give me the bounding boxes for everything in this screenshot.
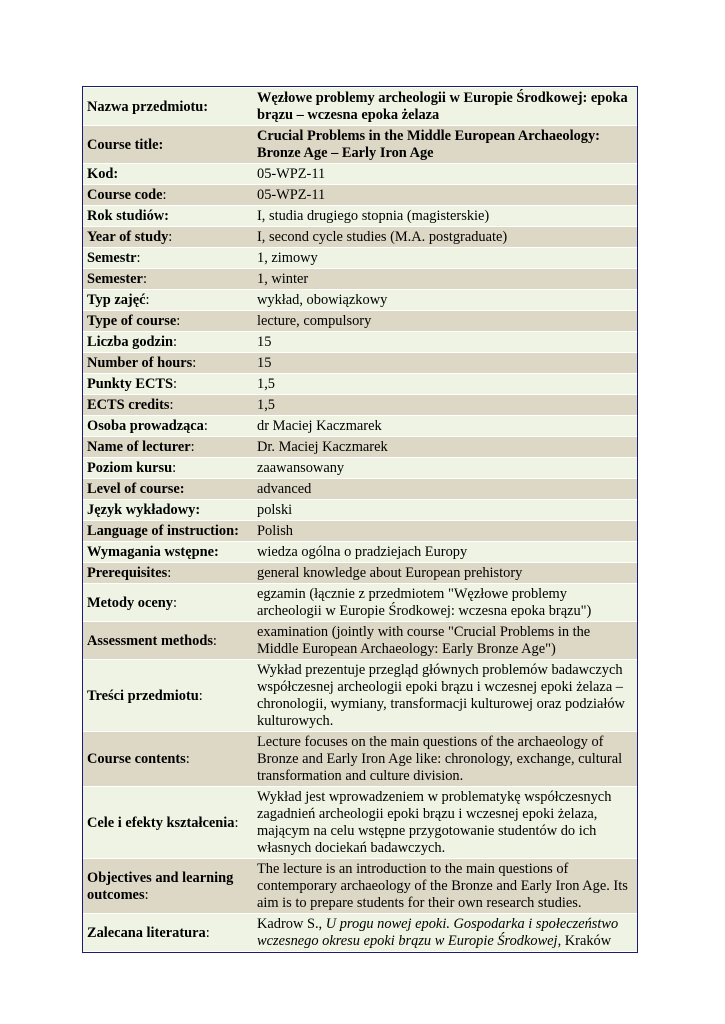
row-label: [83, 521, 254, 541]
row-value: Dr. Maciej Kaczmarek: [254, 437, 637, 457]
row-label-text: Name of lecturer: [87, 439, 191, 455]
table-row: [83, 542, 637, 562]
row-value: dr Maciej Kaczmarek: [254, 416, 637, 436]
row-label-text: Poziom kursu: [87, 460, 173, 476]
literature-author: Kadrow S.,: [257, 916, 326, 932]
row-value: Wykład jest wprowadzeniem w problematykę współczesnych zagadnień archeologii epoki brązu i wczesnej epoki żelaza, mającym na celu wstępne przygotowanie studentów do ich własnych dociekań badawczych.: [254, 787, 637, 858]
row-label-text: Typ zajęć: [87, 292, 146, 308]
row-label-text: ECTS credits: [87, 397, 170, 413]
table-row: [83, 859, 637, 913]
row-value: Polish: [254, 521, 637, 541]
row-value: general knowledge about European prehistory: [254, 563, 637, 583]
table-row: [83, 227, 637, 247]
row-label-text: Semester: [87, 271, 143, 287]
row-label-colon: :: [144, 886, 149, 903]
row-value: 05-WPZ-11: [254, 164, 637, 184]
row-label-colon: :: [172, 460, 177, 476]
table-row: [83, 353, 637, 373]
row-label: [83, 248, 254, 268]
row-value: 1,5: [254, 395, 637, 415]
row-label: [83, 622, 254, 659]
row-label-colon: :: [176, 313, 181, 329]
row-label-text: Kod:: [87, 166, 119, 182]
row-value: egzamin (łącznie z przedmiotem "Węzłowe problemy archeologii w Europie Środkowej: wczesna epoka brązu"): [254, 584, 637, 621]
row-label: [83, 732, 254, 786]
label-bold: Zalecana literatura: [87, 924, 206, 941]
row-label: [83, 311, 254, 331]
row-label-colon: :: [142, 271, 147, 287]
row-label-colon: :: [172, 376, 177, 392]
row-label-text: Semestr: [87, 250, 137, 266]
row-label-colon: :: [212, 632, 217, 649]
row-value: 1,5: [254, 374, 637, 394]
row-label: [83, 353, 254, 373]
value-literature: [254, 914, 637, 951]
row-label-colon: :: [172, 334, 177, 350]
row-value: wykład, obowiązkowy: [254, 290, 637, 310]
row-value: 05-WPZ-11: [254, 185, 637, 205]
row-label-colon: :: [162, 187, 167, 203]
row-label-colon: :: [185, 751, 190, 767]
row-label-text: Metody oceny: [87, 594, 173, 611]
table-row: [83, 206, 637, 226]
row-label-text: Year of study: [87, 229, 169, 245]
row-value: wiedza ogólna o pradziejach Europy: [254, 542, 637, 562]
row-label: [83, 126, 254, 163]
row-label-text: Course contents: [87, 751, 186, 767]
row-value: Wykład prezentuje przegląd głównych problemów badawczych współczesnej archeologii epoki brązu i wczesnej epoki żelaza – chronologii, wymiany, transformacji kulturowej oraz podziałów kulturowych.: [254, 660, 637, 731]
row-label: [83, 374, 254, 394]
table-row: [83, 458, 637, 478]
table-row: [83, 622, 637, 659]
row-value: 1, zimowy: [254, 248, 637, 268]
course-description-table: [82, 86, 638, 953]
row-label-text: Objectives and learning outcomes: [87, 869, 234, 903]
row-label-text: Cele i efekty kształcenia: [87, 814, 235, 831]
row-label: [83, 542, 254, 562]
label-literature: [83, 914, 254, 951]
row-label: [83, 787, 254, 858]
table-row: [83, 290, 637, 310]
row-label-colon: :: [145, 292, 150, 308]
row-label-text: Język wykładowy:: [87, 502, 201, 518]
table-row: [83, 732, 637, 786]
row-label-colon: :: [203, 418, 208, 434]
table-row: [83, 479, 637, 499]
table-row: [83, 185, 637, 205]
row-label-colon: :: [167, 565, 172, 581]
row-value: Crucial Problems in the Middle European Archaeology: Bronze Age – Early Iron Age: [254, 126, 637, 163]
row-label: [83, 164, 254, 184]
row-label-colon: :: [190, 439, 195, 455]
row-value: The lecture is an introduction to the main questions of contemporary archaeology of the Bronze and Early Iron Age. Its aim is to prepare students for their own research studies.: [254, 859, 637, 913]
row-label-text: Type of course: [87, 313, 177, 329]
table-row: [83, 787, 637, 858]
row-label-text: Assessment methods: [87, 632, 213, 649]
row-value: I, second cycle studies (M.A. postgraduate): [254, 227, 637, 247]
row-label-text: Liczba godzin: [87, 334, 173, 350]
row-label: [83, 458, 254, 478]
table-row-literature: [83, 914, 637, 951]
row-label-colon: :: [234, 814, 239, 831]
row-value: 15: [254, 332, 637, 352]
row-label: [83, 269, 254, 289]
table-row: [83, 332, 637, 352]
row-label: [83, 584, 254, 621]
table-row: [83, 311, 637, 331]
literature-title: U progu nowej epoki. Gospodarka i społeczeństwo wczesnego okresu epoki brązu w Europie Środkowej: [257, 916, 619, 949]
row-value: 15: [254, 353, 637, 373]
row-label-text: Level of course:: [87, 481, 185, 497]
table-row: [83, 395, 637, 415]
row-label-colon: :: [172, 594, 177, 611]
row-label: [83, 88, 254, 125]
row-value: polski: [254, 500, 637, 520]
row-value: 1, winter: [254, 269, 637, 289]
row-label: [83, 416, 254, 436]
row-label-colon: :: [136, 250, 141, 266]
row-label-colon: :: [192, 355, 197, 371]
literature-rest: , Kraków: [557, 933, 612, 949]
row-label-text: Punkty ECTS: [87, 376, 173, 392]
row-label-text: Rok studiów:: [87, 208, 169, 224]
table-row: [83, 164, 637, 184]
row-label: [83, 332, 254, 352]
table-row: [83, 374, 637, 394]
table-row: [83, 126, 637, 163]
row-value: Węzłowe problemy archeologii w Europie Środkowej: epoka brązu – wczesna epoka żelaza: [254, 88, 637, 125]
row-label: [83, 479, 254, 499]
row-value: Lecture focuses on the main questions of the archaeology of Bronze and Early Iron Age like: chronology, exchange, cultural transformation and culture division.: [254, 732, 637, 786]
row-value: advanced: [254, 479, 637, 499]
row-label: [83, 859, 254, 913]
row-label: [83, 290, 254, 310]
row-label-colon: :: [198, 687, 203, 704]
table-row: [83, 269, 637, 289]
row-label-text: Treści przedmiotu: [87, 687, 199, 704]
label-colon: :: [205, 924, 210, 941]
table-row: [83, 584, 637, 621]
row-value: zaawansowany: [254, 458, 637, 478]
table-row: [83, 660, 637, 731]
row-label-text: Wymagania wstępne:: [87, 544, 219, 560]
course-table: [83, 87, 637, 952]
row-label-colon: :: [168, 229, 173, 245]
row-label-text: Language of instruction:: [87, 523, 239, 539]
row-label: [83, 660, 254, 731]
table-row: [83, 500, 637, 520]
row-label: [83, 500, 254, 520]
row-label-text: Osoba prowadząca: [87, 418, 204, 434]
row-value: I, studia drugiego stopnia (magisterskie): [254, 206, 637, 226]
row-label: [83, 563, 254, 583]
row-label: [83, 206, 254, 226]
row-label-text: Prerequisites: [87, 565, 168, 581]
table-row: [83, 88, 637, 125]
row-label: [83, 395, 254, 415]
table-row: [83, 416, 637, 436]
row-label-colon: :: [169, 397, 174, 413]
row-label: [83, 185, 254, 205]
row-value: examination (jointly with course "Crucial Problems in the Middle European Archaeology: Early Bronze Age"): [254, 622, 637, 659]
row-label: [83, 227, 254, 247]
row-label-text: Course title:: [87, 136, 164, 153]
row-label-text: Nazwa przedmiotu:: [87, 98, 209, 115]
table-row: [83, 563, 637, 583]
row-label: [83, 437, 254, 457]
row-value: lecture, compulsory: [254, 311, 637, 331]
table-row: [83, 521, 637, 541]
row-label-text: Course code: [87, 187, 163, 203]
table-row: [83, 437, 637, 457]
row-label-text: Number of hours: [87, 355, 193, 371]
table-row: [83, 248, 637, 268]
